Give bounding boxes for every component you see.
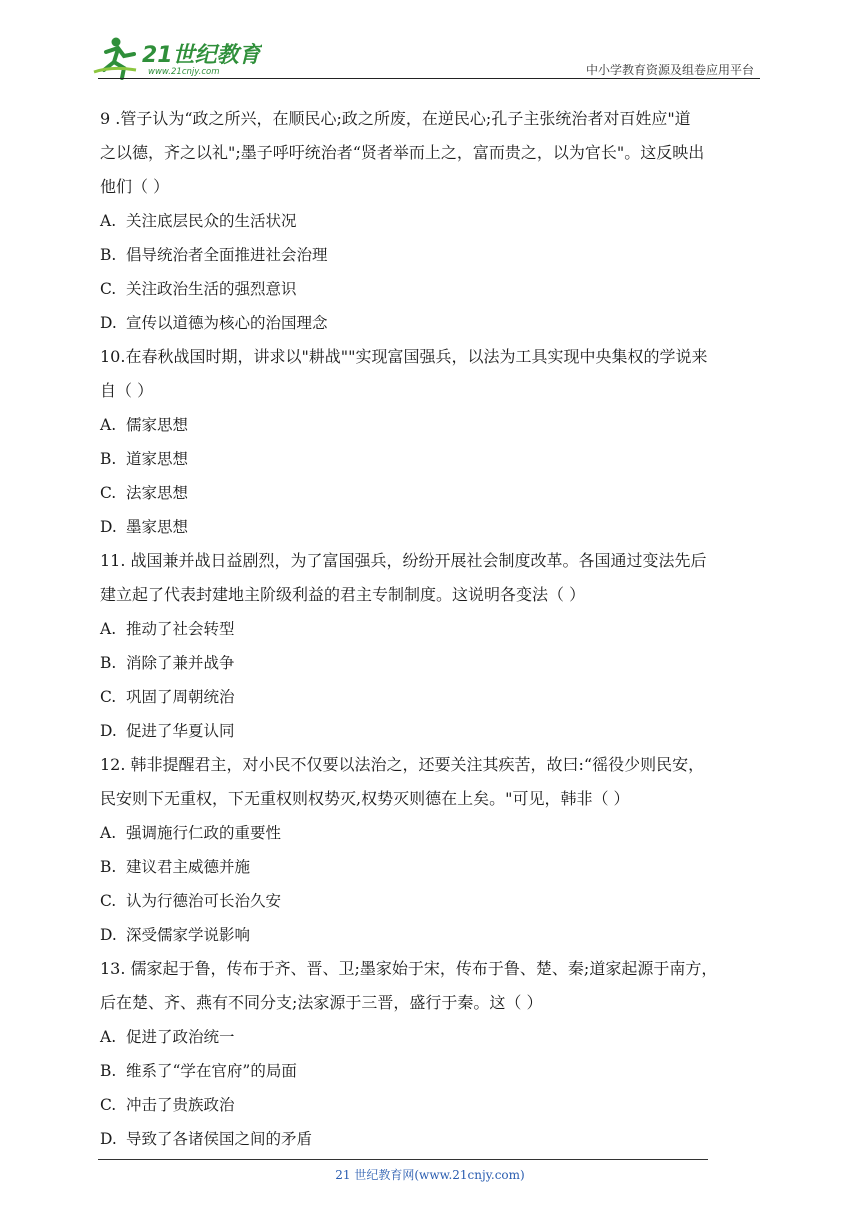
option-c: C. 法家思想 [100, 484, 189, 502]
question-stem-line: 民安则下无重权，下无重权则权势灭,权势灭则德在上矣。"可见，韩非（ ） [100, 789, 630, 808]
option-a: A. 儒家思想 [100, 416, 189, 434]
question-10 [100, 340, 764, 544]
footer-link[interactable]: 21 世纪教育网(www.21cnjy.com) [335, 1168, 525, 1182]
question-list [100, 102, 764, 1156]
option-b: B. 消除了兼并战争 [100, 654, 235, 672]
site-logo [92, 32, 262, 80]
option-d: D. 墨家思想 [100, 518, 189, 536]
footer-divider [98, 1159, 708, 1160]
option-b: B. 道家思想 [100, 450, 189, 468]
question-stem-line: 自（ ） [100, 381, 154, 400]
question-stem-line: 11. 战国兼并战日益剧烈，为了富国强兵，纷纷开展社会制度改革。各国通过变法先后 [100, 551, 707, 570]
platform-name: 中小学教育资源及组卷应用平台 [585, 63, 754, 77]
option-a: A. 关注底层民众的生活状况 [100, 212, 297, 230]
option-b: B. 建议君主威德并施 [100, 858, 251, 876]
option-d: D. 深受儒家学说影响 [100, 926, 251, 944]
question-stem-line: 后在楚、齐、燕有不同分支;法家源于三晋，盛行于秦。这（ ） [100, 993, 543, 1012]
question-stem-line: 12. 韩非提醒君主，对小民不仅要以法治之，还要关注其疾苦，故曰:“徭役少则民安， [100, 755, 705, 774]
option-c: C. 冲击了贵族政治 [100, 1096, 235, 1114]
header-divider [98, 78, 760, 79]
question-stem-line: 之以德，齐之以礼";墨子呼吁统治者“贤者举而上之，富而贵之，以为官长"。这反映出 [100, 143, 705, 162]
option-c: C. 巩固了周朝统治 [100, 688, 235, 706]
svg-text:www.21cnjy.com: www.21cnjy.com [148, 67, 220, 77]
svg-text:21世纪教育: 21世纪教育 [142, 43, 261, 68]
option-a: A. 强调施行仁政的重要性 [100, 824, 282, 842]
page-header [0, 0, 860, 80]
option-a: A. 促进了政治统一 [100, 1028, 235, 1046]
question-stem-line: 10.在春秋战国时期，讲求以"耕战""实现富国强兵，以法为工具实现中央集权的学说来 [100, 347, 708, 366]
question-9 [100, 102, 764, 340]
question-13 [100, 952, 764, 1156]
question-stem-line: 建立起了代表封建地主阶级利益的君主专制制度。这说明各变法（ ） [100, 585, 586, 604]
option-c: C. 关注政治生活的强烈意识 [100, 280, 297, 298]
option-b: B. 倡导统治者全面推进社会治理 [100, 246, 328, 264]
option-d: D. 宣传以道德为核心的治国理念 [100, 314, 328, 332]
question-11 [100, 544, 764, 748]
option-d: D. 促进了华夏认同 [100, 722, 235, 740]
option-a: A. 推动了社会转型 [100, 620, 235, 638]
option-c: C. 认为行德治可长治久安 [100, 892, 282, 910]
question-stem-line: 他们（ ） [100, 177, 170, 196]
question-stem-line: 13. 儒家起于鲁，传布于齐、晋、卫;墨家始于宋，传布于鲁、楚、秦;道家起源于南方， [100, 959, 718, 978]
question-stem-line: 9 .管子认为“政之所兴，在顺民心;政之所废，在逆民心;孔子主张统治者对百姓应"道 [100, 109, 691, 128]
option-b: B. 维系了“学在官府”的局面 [100, 1062, 297, 1080]
question-12 [100, 748, 764, 952]
option-d: D. 导致了各诸侯国之间的矛盾 [100, 1130, 313, 1148]
